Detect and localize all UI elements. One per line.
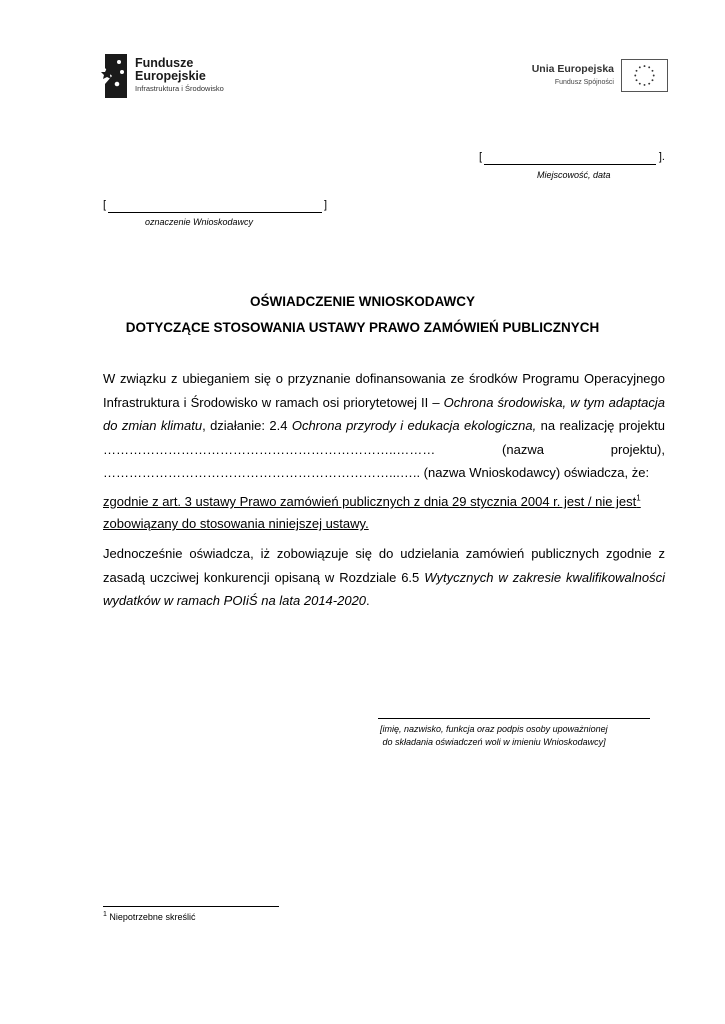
p3-text-a: Jednocześnie oświadcza, iż zobowiązuje się do udzielania zamówień publicznych zgodnie z zasadą uczciwej konkurencji opisaną w Rozdziale 6.5 bbox=[103, 546, 665, 585]
place-date-underline bbox=[484, 152, 656, 165]
footnote bbox=[103, 912, 195, 922]
statement-paragraph bbox=[103, 367, 665, 485]
fe-line1: Fundusze bbox=[135, 56, 194, 70]
signature-caption-line2: do składania oświadczeń woli w imieniu Wnioskodawcy] bbox=[380, 737, 606, 747]
p2-text: zgodnie z art. 3 ustawy Prawo zamówień publicznych z dnia 29 stycznia 2004 r. jest / nie jest bbox=[103, 494, 637, 509]
document-title: OŚWIADCZENIE WNIOSKODAWCY bbox=[250, 294, 475, 309]
p1-axis-name: Ochrona środowiska, w tym adaptacja do zmian klimatu bbox=[103, 394, 666, 433]
p1-text-a: W związku z ubieganiem się o przyznanie dofinansowania ze środków Programu Operacyjnego Infrastruktura i Środowisko w ramach osi priorytetowej II – bbox=[103, 371, 665, 410]
signature-line[interactable] bbox=[378, 718, 650, 719]
p1-measure-name: Ochrona przyrody i edukacja ekologiczna, bbox=[291, 418, 537, 433]
document-subtitle: DOTYCZĄCE STOSOWANIA USTAWY PRAWO ZAMÓWIEŃ PUBLICZNYCH bbox=[125, 320, 600, 335]
eu-logo-subtitle: Fundusz Spójności bbox=[554, 79, 614, 86]
p3-guidelines: Wytycznych w zakresie kwalifikowalności wydatków w ramach POIiŚ na lata 2014-2020 bbox=[103, 569, 666, 608]
applicant-label: oznaczenie Wnioskodawcy bbox=[145, 217, 254, 227]
eu-logo-title: Unia Europejska bbox=[531, 63, 614, 75]
place-date-field[interactable] bbox=[479, 152, 665, 166]
applicant-underline bbox=[108, 200, 322, 213]
fe-logo-title bbox=[135, 57, 206, 83]
fe-star-flag-icon bbox=[101, 54, 127, 98]
p1-text-e: na realizację projektu …………………………………………………………..……… (nazwa projektu), …………………………………………………………...….. (nazwa Wnioskodawcy) oświadcza, że: bbox=[103, 418, 666, 480]
place-bracket-close: ]. bbox=[658, 151, 665, 163]
fundusze-europejskie-logo bbox=[101, 54, 241, 98]
applicant-bracket-close: ] bbox=[323, 199, 327, 211]
place-bracket-open: [ bbox=[479, 151, 483, 163]
applicant-field[interactable] bbox=[103, 200, 327, 214]
fe-line2: Europejskie bbox=[135, 69, 206, 83]
p3-text-c: . bbox=[366, 593, 370, 608]
pzp-declaration bbox=[103, 491, 665, 535]
fe-logo-subtitle: Infrastruktura i Środowisko bbox=[135, 84, 224, 93]
applicant-bracket-open: [ bbox=[103, 199, 107, 211]
signature-caption-line1: [imię, nazwisko, funkcja oraz podpis osoby upoważnionej bbox=[380, 724, 608, 734]
footnote-ref: 1 bbox=[636, 493, 641, 503]
footnote-divider bbox=[103, 906, 279, 907]
footnote-text: Niepotrzebne skreślić bbox=[106, 912, 196, 922]
eu-flag-icon bbox=[621, 59, 668, 92]
eu-logo bbox=[520, 59, 668, 95]
place-date-label: Miejscowość, data bbox=[537, 170, 611, 180]
p1-text-c: , działanie: 2.4 bbox=[202, 418, 292, 433]
p2-text-b: zobowiązany do stosowania niniejszej ustawy. bbox=[103, 516, 369, 531]
signature-caption bbox=[380, 723, 608, 749]
footnote-mark: 1 bbox=[103, 911, 107, 918]
competition-paragraph bbox=[103, 542, 665, 613]
